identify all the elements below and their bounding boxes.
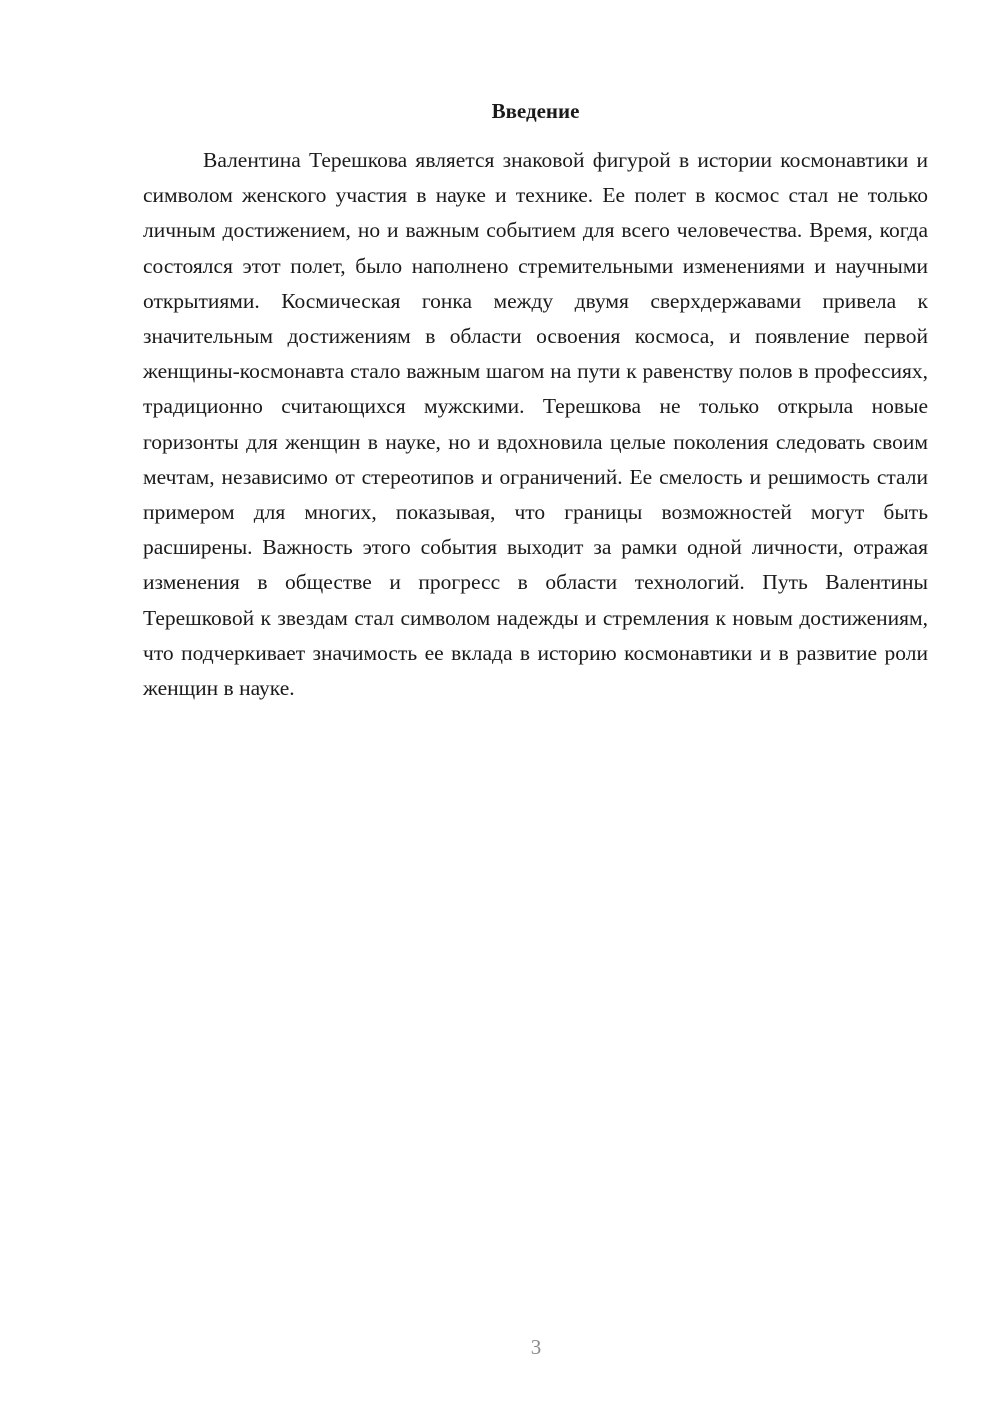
body-paragraph: Валентина Терешкова является знаковой фигурой в истории космонавтики и символом женского участия в науке и технике. Ее полет в космос стал не только личным достижением, но и важным событием для всего человечества. Время, когда состоялся этот полет, было наполнено стремительными изменениями и научными открытиями. Космическая гонка между двумя сверхдержавами привела к значительным достижениям в области освоения космоса, и появление первой женщины-космонавта стало важным шагом на пути к равенству полов в профессиях, традиционно считающихся мужскими. Терешкова не только открыла новые горизонты для женщин в науке, но и вдохновила целые поколения следовать своим мечтам, независимо от стереотипов и ограничений. Ее смелость и решимость стали примером для многих, показывая, что границы возможностей могут быть расширены. Важность этого события выходит за рамки одной личности, отражая изменения в обществе и прогресс в области технологий. Путь Валентины Терешковой к звездам стал символом надежды и стремления к новым достижениям, что подчеркивает значимость ее вклада в историю космонавтики и в развитие роли женщин в науке. bbox=[143, 148, 928, 701]
page-number: 3 bbox=[530, 1335, 542, 1359]
section-heading: Введение bbox=[491, 99, 580, 123]
